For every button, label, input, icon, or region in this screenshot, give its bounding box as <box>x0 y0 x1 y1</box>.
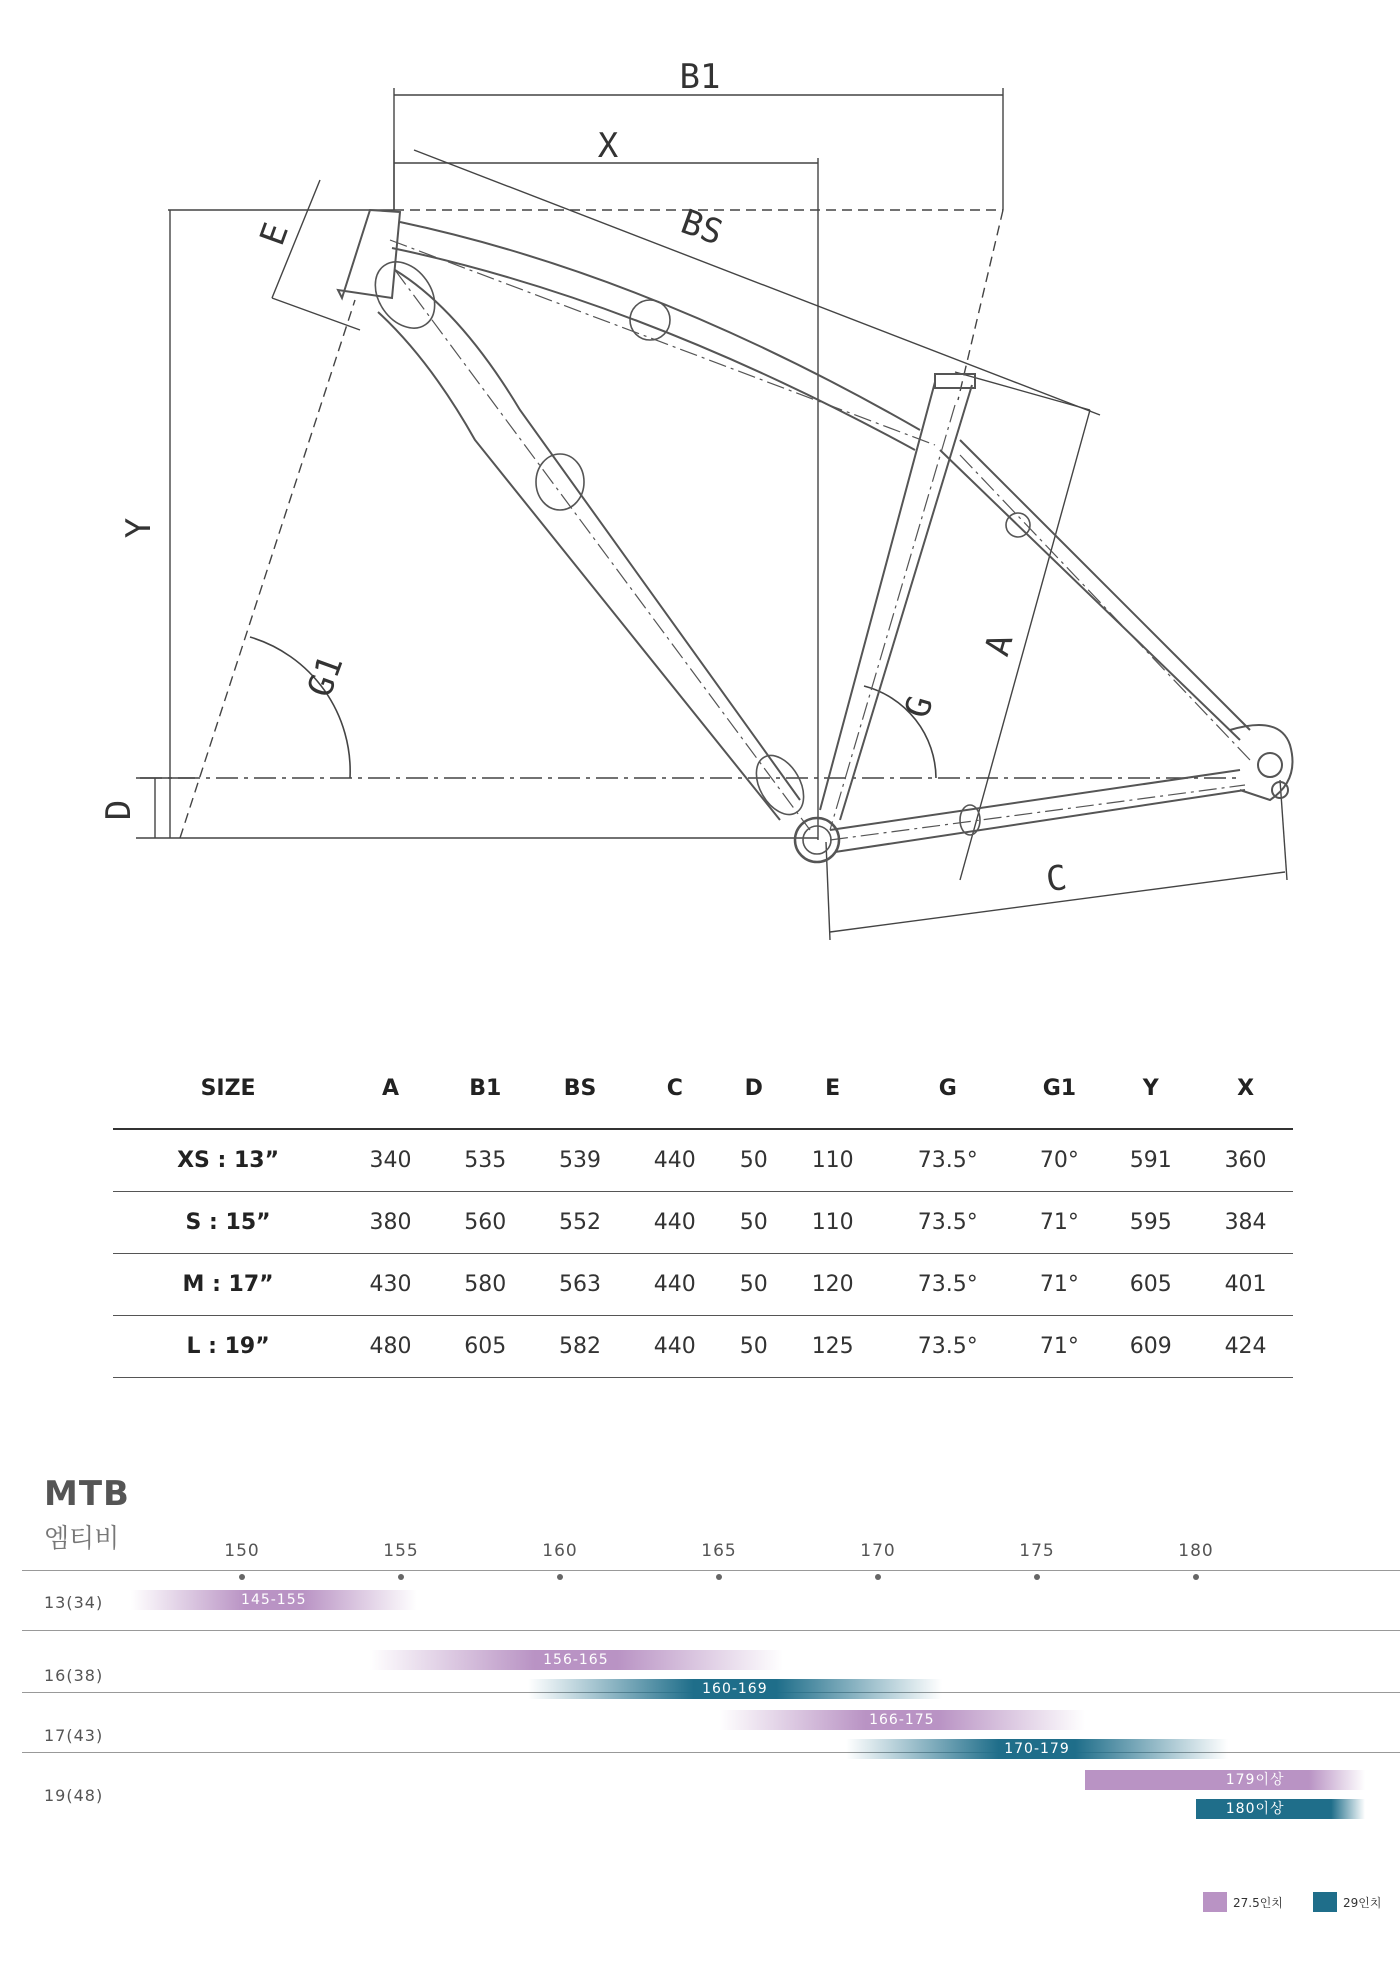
legend-label: 27.5인치 <box>1233 1895 1283 1910</box>
tick-dot <box>875 1574 881 1580</box>
value-cell: 125 <box>785 1316 880 1378</box>
label-a: A <box>977 629 1022 661</box>
tick-dot <box>239 1574 245 1580</box>
label-e: E <box>252 217 297 251</box>
frame-size-label: 17(43) <box>44 1726 104 1745</box>
label-g: G <box>897 691 942 723</box>
size-cell: XS : 13” <box>113 1129 343 1192</box>
col-header: B1 <box>438 1048 533 1129</box>
value-cell: 110 <box>785 1129 880 1192</box>
frame-size-label: 16(38) <box>44 1666 104 1685</box>
legend-swatch <box>1203 1892 1227 1912</box>
col-header: G <box>880 1048 1015 1129</box>
value-cell: 440 <box>627 1192 722 1254</box>
table-row <box>113 1254 1293 1316</box>
frame-size-label: 13(34) <box>44 1593 104 1612</box>
table-row <box>113 1192 1293 1254</box>
value-cell: 384 <box>1198 1192 1293 1254</box>
value-cell: 73.5° <box>880 1316 1015 1378</box>
height-range-bar: 145-155 <box>131 1590 417 1610</box>
value-cell: 50 <box>722 1129 785 1192</box>
value-cell: 580 <box>438 1254 533 1316</box>
col-header: X <box>1198 1048 1293 1129</box>
height-range-bar: 170-179 <box>846 1739 1228 1759</box>
value-cell: 563 <box>533 1254 628 1316</box>
col-header: E <box>785 1048 880 1129</box>
geometry-table <box>113 1048 1293 1378</box>
value-cell: 552 <box>533 1192 628 1254</box>
col-header: G1 <box>1015 1048 1103 1129</box>
value-cell: 440 <box>627 1129 722 1192</box>
value-cell: 110 <box>785 1192 880 1254</box>
legend-swatch <box>1313 1892 1337 1912</box>
col-header: D <box>722 1048 785 1129</box>
legend-item <box>1313 1892 1381 1912</box>
value-cell: 73.5° <box>880 1254 1015 1316</box>
label-g1: G1 <box>299 650 352 703</box>
value-cell: 401 <box>1198 1254 1293 1316</box>
label-c: C <box>1043 857 1070 901</box>
height-range-bar: 156-165 <box>369 1650 782 1670</box>
legend-item <box>1203 1892 1283 1912</box>
table-header-row <box>113 1048 1293 1129</box>
label-b1: B1 <box>679 57 721 97</box>
height-range-bar: 160-169 <box>528 1679 941 1699</box>
col-header: SIZE <box>113 1048 343 1129</box>
tick-label: 155 <box>383 1541 419 1561</box>
tick-dot <box>398 1574 404 1580</box>
value-cell: 380 <box>343 1192 438 1254</box>
value-cell: 50 <box>722 1316 785 1378</box>
value-cell: 70° <box>1015 1129 1103 1192</box>
value-cell: 535 <box>438 1129 533 1192</box>
col-header: A <box>343 1048 438 1129</box>
value-cell: 605 <box>438 1316 533 1378</box>
label-y: Y <box>119 517 159 539</box>
value-cell: 360 <box>1198 1129 1293 1192</box>
row-divider <box>22 1630 1400 1631</box>
tick-label: 165 <box>701 1541 737 1561</box>
value-cell: 430 <box>343 1254 438 1316</box>
value-cell: 50 <box>722 1192 785 1254</box>
value-cell: 73.5° <box>880 1192 1015 1254</box>
tick-label: 180 <box>1178 1541 1214 1561</box>
tick-label: 150 <box>224 1541 260 1561</box>
value-cell: 591 <box>1103 1129 1198 1192</box>
value-cell: 440 <box>627 1316 722 1378</box>
value-cell: 71° <box>1015 1254 1103 1316</box>
value-cell: 424 <box>1198 1316 1293 1378</box>
table-row <box>113 1316 1293 1378</box>
value-cell: 120 <box>785 1254 880 1316</box>
value-cell: 73.5° <box>880 1129 1015 1192</box>
col-header: BS <box>533 1048 628 1129</box>
size-cell: M : 17” <box>113 1254 343 1316</box>
sizing-chart-subtitle: 엠티비 <box>44 1524 120 1554</box>
value-cell: 71° <box>1015 1316 1103 1378</box>
value-cell: 539 <box>533 1129 628 1192</box>
value-cell: 480 <box>343 1316 438 1378</box>
tick-dot <box>557 1574 563 1580</box>
table-row <box>113 1129 1293 1192</box>
tick-dot <box>1193 1574 1199 1580</box>
sizing-chart-title: MTB <box>44 1474 130 1514</box>
height-range-bar: 166-175 <box>719 1710 1085 1730</box>
tick-dot <box>716 1574 722 1580</box>
tick-label: 160 <box>542 1541 578 1561</box>
value-cell: 560 <box>438 1192 533 1254</box>
col-header: Y <box>1103 1048 1198 1129</box>
label-bs: BS <box>675 201 728 254</box>
size-cell: L : 19” <box>113 1316 343 1378</box>
value-cell: 605 <box>1103 1254 1198 1316</box>
size-cell: S : 15” <box>113 1192 343 1254</box>
value-cell: 595 <box>1103 1192 1198 1254</box>
frame-geometry-diagram <box>0 0 1400 960</box>
value-cell: 609 <box>1103 1316 1198 1378</box>
height-range-bar: 180이상 <box>1196 1799 1365 1819</box>
tick-label: 175 <box>1019 1541 1055 1561</box>
value-cell: 440 <box>627 1254 722 1316</box>
row-divider <box>22 1570 1400 1571</box>
value-cell: 50 <box>722 1254 785 1316</box>
tick-label: 170 <box>860 1541 896 1561</box>
frame-outline <box>338 210 1293 852</box>
value-cell: 582 <box>533 1316 628 1378</box>
height-range-bar: 179이상 <box>1085 1770 1365 1790</box>
frame-size-label: 19(48) <box>44 1786 104 1805</box>
value-cell: 340 <box>343 1129 438 1192</box>
label-d: D <box>99 799 139 821</box>
col-header: C <box>627 1048 722 1129</box>
label-x: X <box>597 126 619 166</box>
value-cell: 71° <box>1015 1192 1103 1254</box>
legend-label: 29인치 <box>1343 1895 1382 1910</box>
tick-dot <box>1034 1574 1040 1580</box>
